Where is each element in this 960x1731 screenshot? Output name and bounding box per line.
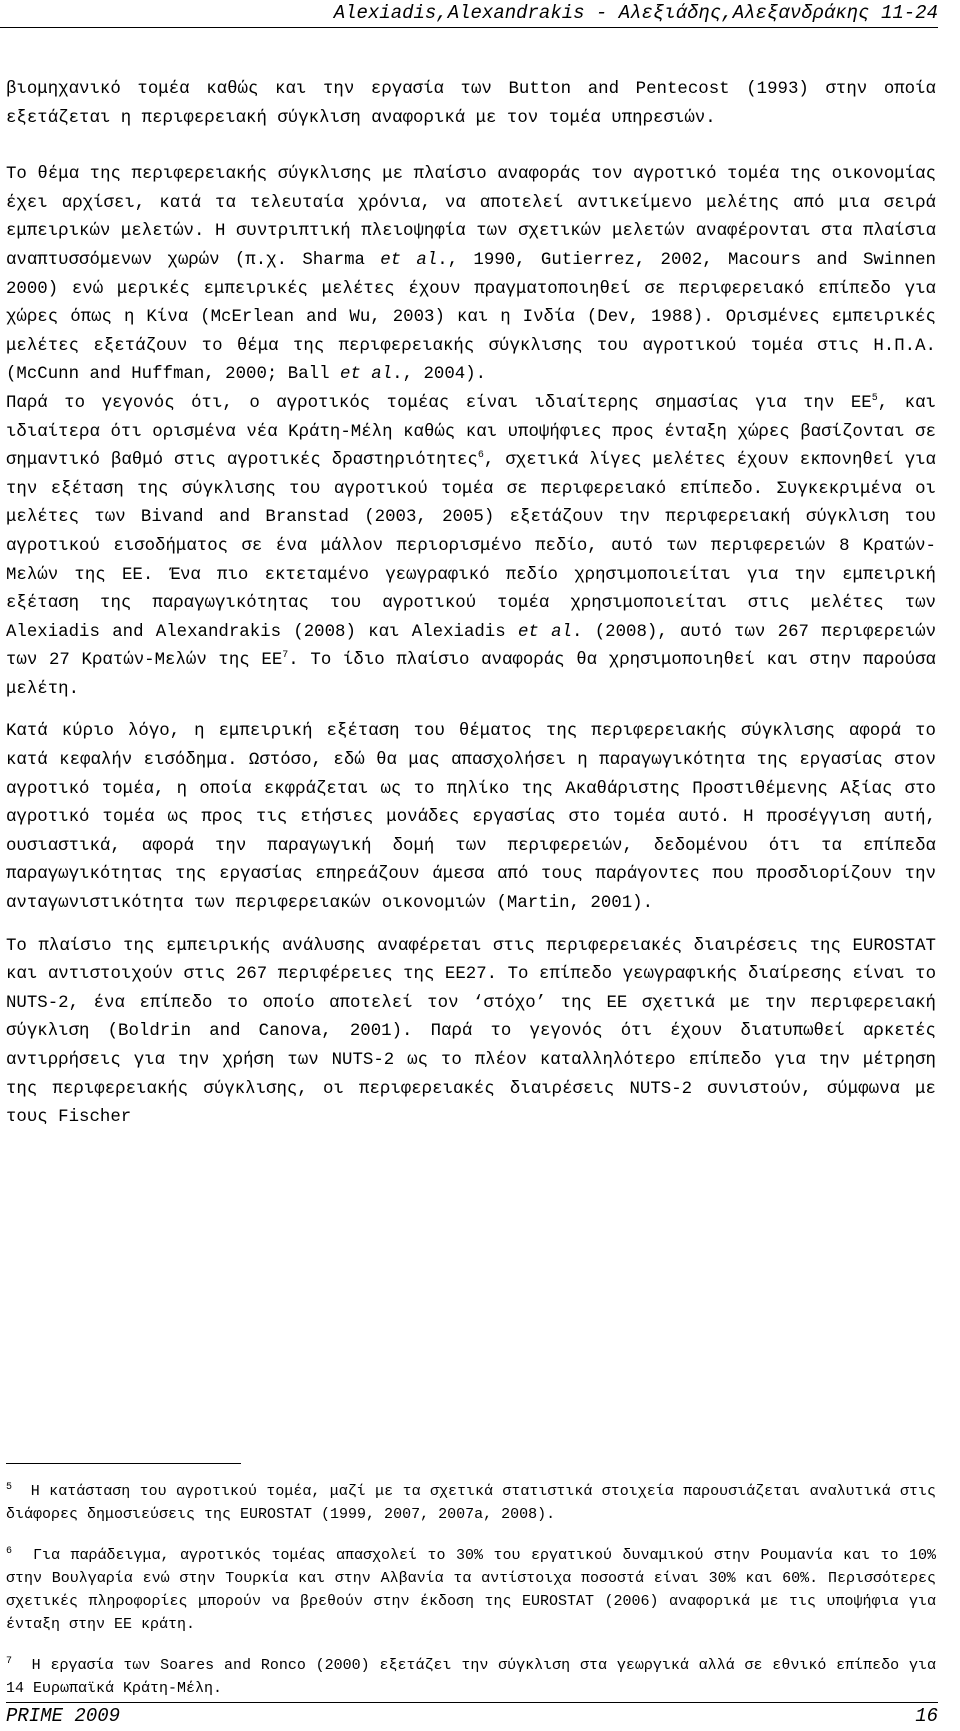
footnote-separator [6, 1463, 241, 1464]
running-header [0, 0, 938, 28]
et-al: et al [339, 365, 393, 385]
journal-name: PRIME 2009 [6, 1705, 121, 1727]
footnote-6: $^6$ Για παράδειγμα, αγροτικός τομέας απασχολεί το 30% του εργατικού δυναμικού στην Ρουμανία και το 10% στην Βουλγαρία ενώ στην Τουρκία και στην Αλβανία τα αντίστοιχα ποσοστά είναι 30% και 60%. Περισσότερες σχετικές πληροφορίες μπορούν να βρεθούν στην έκδοση της EUROSTAT (2006) αναφορικά με τις υποψήφια για ένταξη στην ΕΕ κράτη. [6, 1546, 936, 1633]
paragraph-1: βιομηχανικό τομέα καθώς και την εργασία των Button and Pentecost (1993) στην οποία εξετάζεται η περιφερειακή σύγκλιση αναφορικά με τον τομέα υπηρεσιών. [6, 80, 936, 128]
paragraph-5: Το πλαίσιο της εμπειρικής ανάλυσης αναφέρεται στις περιφερειακές διαιρέσεις της EUROSTAT και αντιστοιχούν στις 267 περιφέρειες της ΕΕ27. Το επίπεδο γεωγραφικής διαίρεσης είναι το NUTS-2, ένα επίπεδο το οποίο αποτελεί τον ‘στόχο’ της ΕΕ σχετικά με την περιφερειακή σύγκλιση (Boldrin and Canova, 2001). Παρά το γεγονός ότι έχουν διατυπωθεί αρκετές αντιρρήσεις για την χρήση των NUTS-2 ως το πλέον καταλληλότερο επίπεδο για την μέτρηση της περιφερειακής σύγκλισης, οι περιφερειακές διαιρέσεις NUTS-2 συνιστούν, σύμφωνα με τους Fischer [6, 936, 936, 1128]
paragraph-2: Το θέμα της περιφερειακής σύγκλισης με πλαίσιο αναφοράς τον αγροτικό τομέα της οικονομίας έχει αρχίσει, κατά τα τελευταία χρόνια, να αποτελεί αντικείμενο μελέτης από μια σειρά εμπειρικών μελετών. Η συντριπτική πλειοψηφία των σχετικών μελετών αναφέρονται στα πλαίσια αναπτυσσόμενων χωρών (π.χ. Sharma et al., 1990, Gutierrez, 2002, Macours and Swinnen 2000) ενώ μερικές εμπειρικές μελέτες έχουν πραγματοποιηθεί σε περιφερειακό επίπεδο για χώρες όπως η Κίνα (McErlean and Wu, 2003) και η Ινδία (Dev, 1988). Ορισμένες εμπειρικές μελέτες εξετάζουν το θέμα της περιφερειακής σύγκλισης του αγροτικού τομέα στις Η.Π.Α. (McCunn and Huffman, 2000; Ball et al., 2004). [6, 165, 936, 385]
footnote-7: $^7$ Η εργασία των Soares and Ronco (2000) εξετάζει την σύγκλιση στα γεωργικά αλλά σε εθνικό επίπεδο για 14 Ευρωπαϊκά Κράτη-Μέλη. [6, 1656, 936, 1697]
footnote-5: $^5$ Η κατάσταση του αγροτικού τομέα, μαζί με τα σχετικά στατιστικά στοιχεία παρουσιάζεται αναλυτικά στις διάφορες δημοσιεύσεις της EUROSTAT (1999, 2007, 2007a, 2008). [6, 1482, 936, 1523]
footnote-ref-5: 5 [871, 393, 878, 405]
et-al: et al [517, 622, 572, 642]
body-text [6, 76, 936, 1133]
page-footer [6, 1702, 938, 1727]
paragraph-3: Παρά το γεγονός ότι, ο αγροτικός τομέας είναι ιδιαίτερης σημασίας για την $EE^5$, και ιδιαίτερα ότι ορισμένα νέα Κράτη-Μέλη καθώς και υποψήφιες προς ένταξη χώρες βασίζονται σε σημαντικό βαθμό στις αγροτικές δραστηριότητες$^6$, σχετικά λίγες μελέτες έχουν εκπονηθεί για την εξέταση της σύγκλισης του αγροτικού τομέα σε περιφερειακό επίπεδο. Συγκεκριμένα οι μελέτες των Bivand and Branstad (2003, 2005) εξετάζουν την περιφερειακή σύγκλιση του αγροτικού εισοδήματος σε ένα μάλλον περιορισμένο πεδίο, αυτό των περιφερειών 8 Κρατών-Μελών της ΕΕ. Ένα πιο εκτεταμένο γεωγραφικό πεδίο χρησιμοποιείται για την εμπειρική εξέταση της παραγωγικότητας του αγροτικού τομέα χρησιμοποιείται στις μελέτες των Alexiadis and Alexandrakis (2008) και Alexiadis et al. (2008), αυτό των 267 περιφερειών των 27 Κρατών-Μελών της $EE^7$. Το ίδιο πλαίσιο αναφοράς θα χρησιμοποιηθεί και στην παρούσα μελέτη. [6, 393, 937, 699]
footnote-ref-7: 7 [282, 650, 289, 662]
et-al: et al [380, 250, 438, 270]
footnotes [6, 1480, 936, 1700]
paragraph-4: Κατά κύριο λόγο, η εμπειρική εξέταση του θέματος της περιφερειακής σύγκλισης αφορά το κατά κεφαλήν εισόδημα. Ωστόσο, εδώ θα μας απασχολήσει η παραγωγικότητα της εργασίας στον αγροτικό τομέα, η οποία εκφράζεται ως το πηλίκο της Ακαθάριστης Προστιθέμενης Αξίας στο αγροτικό τομέα ως προς τις ετήσιες μονάδες εργασίας στο τομέα αυτό. Η προσέγγιση αυτή, ουσιαστικά, αφορά την παραγωγική δομή των περιφερειών, δεδομένου ότι τα επίπεδα παραγωγικότητας της εργασίας επηρεάζουν άμεσα από τους παράγοντες που προσδιορίζουν την ανταγωνιστικότητα των περιφερειακών οικονομιών (Martin, 2001). [6, 722, 936, 914]
footnote-ref-6: 6 [477, 450, 484, 462]
running-head-text: Alexiadis,Alexandrakis - Αλεξιάδης,Αλεξανδράκης 11-24 [333, 2, 938, 24]
page-number: 16 [915, 1705, 938, 1727]
